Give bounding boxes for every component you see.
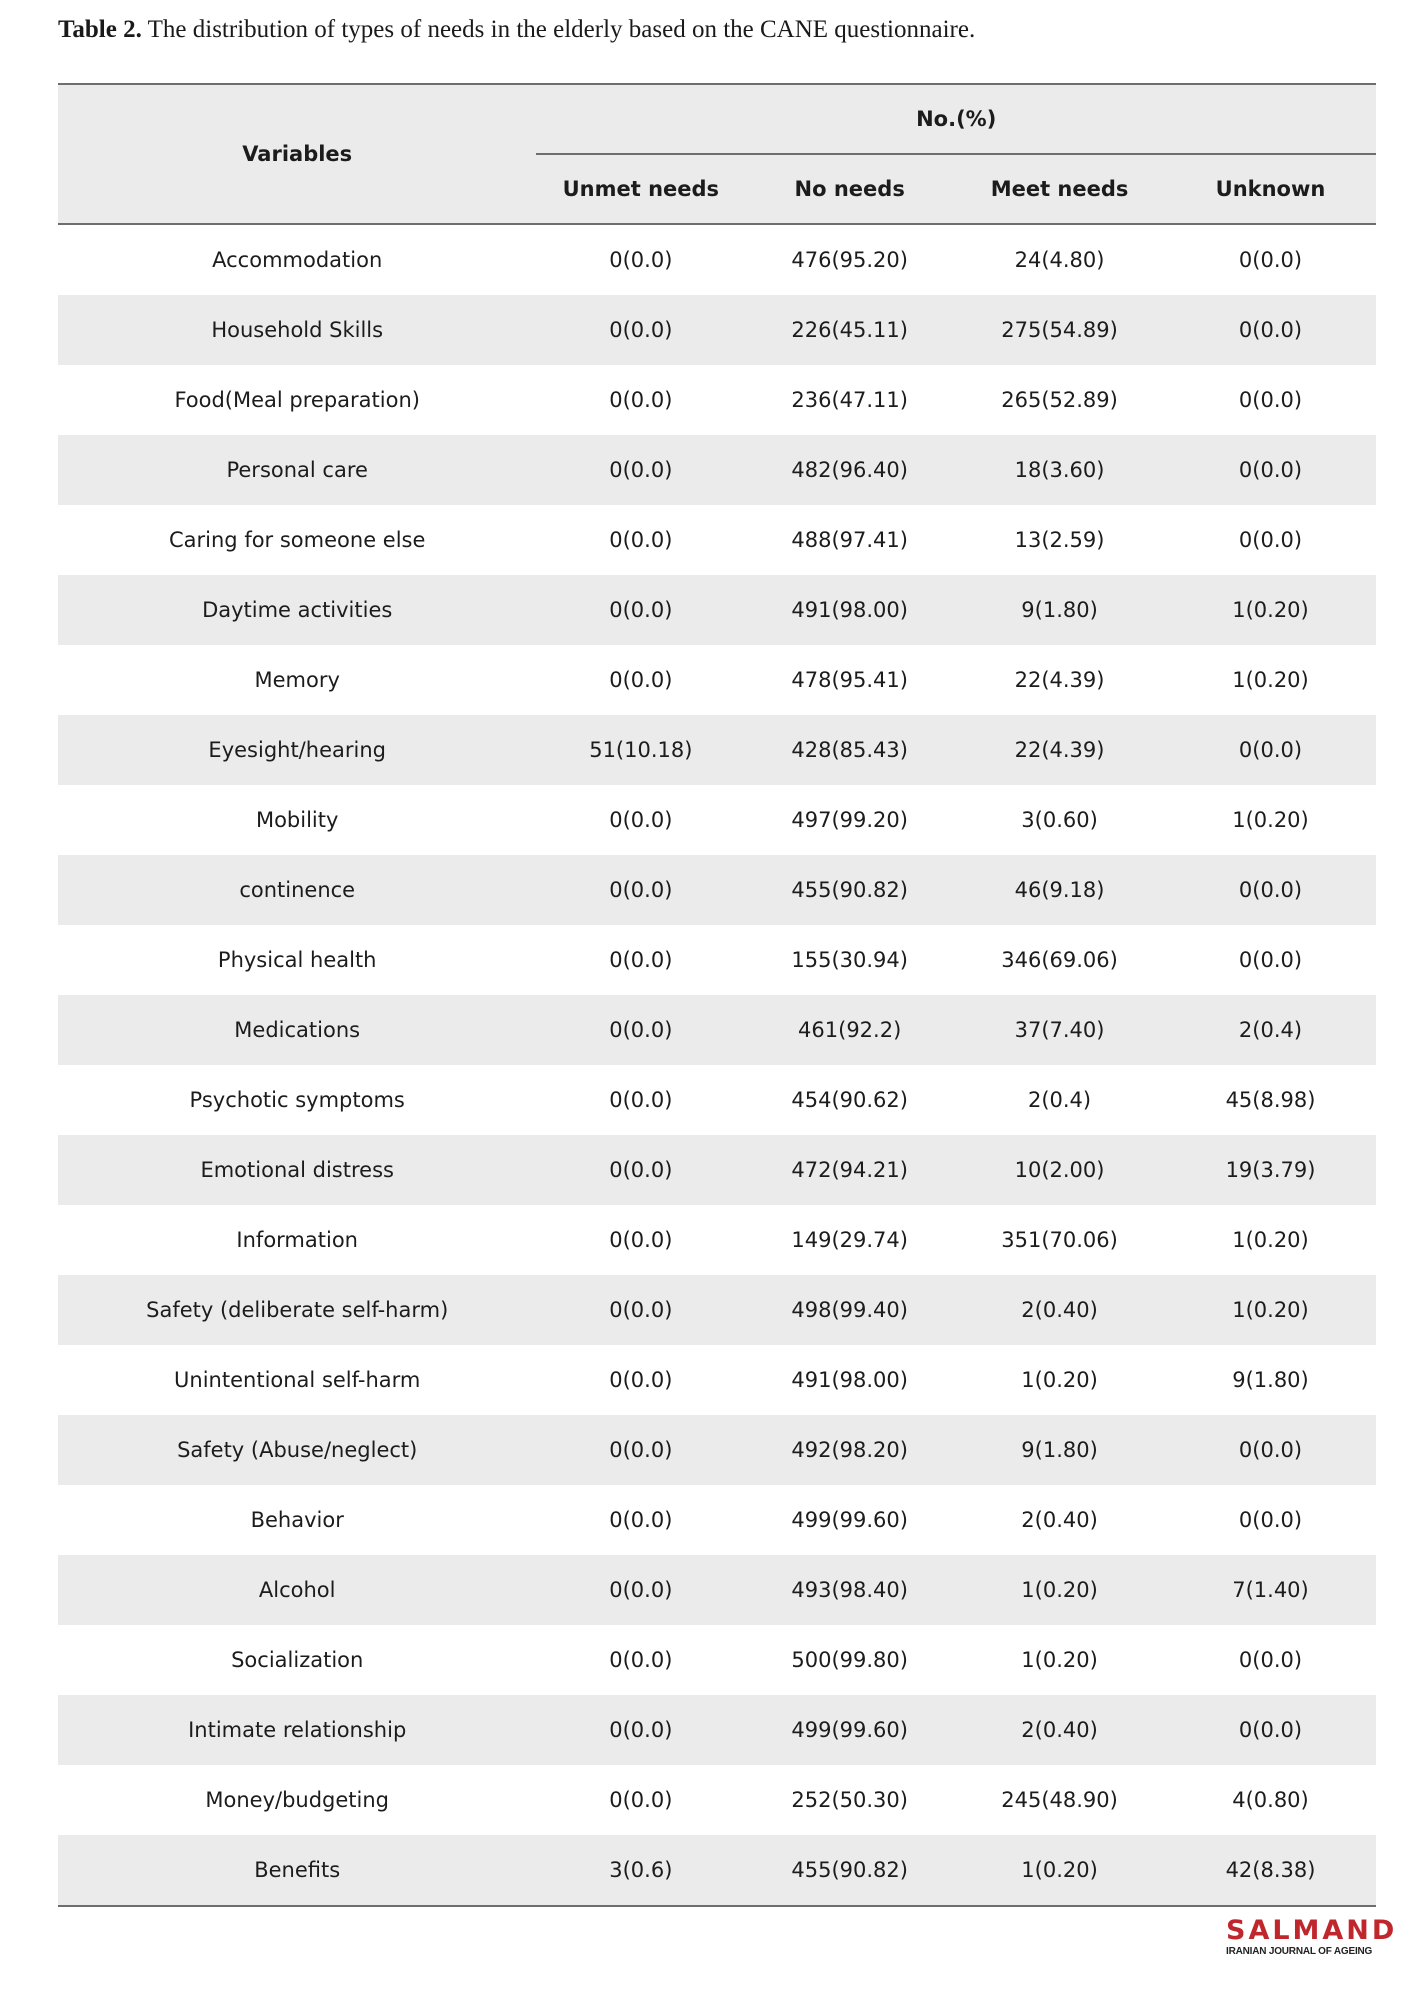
header-no-needs: No needs [745, 154, 954, 224]
cell-unmet-needs: 0(0.0) [609, 528, 673, 552]
cell-unknown: 42(8.38) [1165, 1835, 1376, 1906]
cell-unknown: 0(0.0) [1238, 528, 1303, 552]
cell-unknown: 1(0.20) [1232, 808, 1309, 832]
cell-meet-needs: 2(0.40) [1021, 1508, 1098, 1532]
cell-meet-needs: 13(2.59) [1014, 528, 1105, 552]
cell-meet-needs: 346(69.06) [1001, 948, 1118, 972]
table-row [58, 855, 1376, 925]
table-row [58, 645, 1376, 715]
cell-unknown: 0(0.0) [1238, 1508, 1303, 1532]
header-meet-needs: Meet needs [954, 154, 1165, 224]
cell-variable: Personal care [58, 435, 536, 505]
cell-unknown: 9(1.80) [1232, 1368, 1309, 1392]
table-row [58, 224, 1376, 295]
table-row [58, 925, 1376, 995]
table-row [58, 1835, 1376, 1906]
logo-name: SALMAND [1226, 1915, 1398, 1946]
cell-variable: Alcohol [58, 1555, 536, 1625]
cell-no-needs: 498(99.40) [745, 1275, 954, 1345]
cell-unmet-needs: 0(0.0) [609, 668, 673, 692]
cell-unknown: 2(0.4) [1165, 995, 1376, 1065]
cell-variable: Intimate relationship [58, 1695, 536, 1765]
cell-no-needs: 472(94.21) [745, 1135, 954, 1205]
cell-variable: Eyesight/hearing [58, 715, 536, 785]
cell-unknown: 0(0.0) [1165, 855, 1376, 925]
cell-unknown: 19(3.79) [1165, 1135, 1376, 1205]
table-row [58, 1135, 1376, 1205]
cell-unknown: 45(8.98) [1225, 1088, 1316, 1112]
table-row [58, 1765, 1376, 1835]
cell-unmet-needs: 3(0.6) [536, 1835, 745, 1906]
cell-unknown: 0(0.0) [1238, 1648, 1303, 1672]
cell-no-needs: 155(30.94) [791, 948, 908, 972]
cell-unmet-needs: 0(0.0) [609, 248, 673, 272]
cell-no-needs: 492(98.20) [745, 1415, 954, 1485]
cell-no-needs: 500(99.80) [791, 1648, 908, 1672]
table-row [58, 1415, 1376, 1485]
table-row [58, 1555, 1376, 1625]
cell-meet-needs: 2(0.40) [954, 1695, 1165, 1765]
cell-no-needs: 482(96.40) [745, 435, 954, 505]
table-row [58, 995, 1376, 1065]
table-row [58, 1695, 1376, 1765]
logo-subtitle: IRANIAN JOURNAL OF AGEING [1226, 1946, 1373, 1957]
cell-unmet-needs: 0(0.0) [536, 575, 745, 645]
table-row [58, 1625, 1376, 1695]
cell-no-needs: 226(45.11) [745, 295, 954, 365]
table-caption-label: Table 2. [58, 16, 142, 43]
table-row [58, 365, 1376, 435]
cell-meet-needs: 1(0.20) [1021, 1648, 1098, 1672]
cell-unknown: 1(0.20) [1165, 575, 1376, 645]
cell-meet-needs: 2(0.40) [954, 1275, 1165, 1345]
cell-variable: Caring for someone else [169, 528, 426, 552]
table-row [58, 785, 1376, 855]
cell-variable: Socialization [231, 1648, 364, 1672]
cell-meet-needs: 1(0.20) [954, 1555, 1165, 1625]
cell-no-needs: 491(98.00) [791, 1368, 908, 1392]
cell-meet-needs: 46(9.18) [954, 855, 1165, 925]
cell-unknown: 0(0.0) [1165, 1695, 1376, 1765]
cell-variable: Safety (Abuse/neglect) [58, 1415, 536, 1485]
cell-unknown: 7(1.40) [1165, 1555, 1376, 1625]
cell-meet-needs: 37(7.40) [954, 995, 1165, 1065]
table-row [58, 1275, 1376, 1345]
cell-meet-needs: 1(0.20) [1021, 1368, 1098, 1392]
cell-unknown: 1(0.20) [1232, 1228, 1309, 1252]
cell-variable: Benefits [58, 1835, 536, 1906]
cell-unmet-needs: 0(0.0) [536, 995, 745, 1065]
table-row [58, 295, 1376, 365]
table-row [58, 1065, 1376, 1135]
cell-unmet-needs: 0(0.0) [609, 1648, 673, 1672]
header-unknown: Unknown [1165, 154, 1376, 224]
cell-no-needs: 491(98.00) [745, 575, 954, 645]
cell-no-needs: 476(95.20) [791, 248, 908, 272]
cell-meet-needs: 22(4.39) [1014, 668, 1105, 692]
cell-variable: Safety (deliberate self-harm) [58, 1275, 536, 1345]
cell-unmet-needs: 0(0.0) [609, 808, 673, 832]
table-caption-text: The distribution of types of needs in the elderly based on the CANE questionnaire. [141, 16, 976, 43]
table-row [58, 435, 1376, 505]
cell-meet-needs: 3(0.60) [1021, 808, 1098, 832]
cell-no-needs: 499(99.60) [791, 1508, 908, 1532]
table-row [58, 1485, 1376, 1555]
cell-no-needs: 454(90.62) [791, 1088, 908, 1112]
cell-no-needs: 236(47.11) [791, 388, 908, 412]
cell-unmet-needs: 0(0.0) [536, 1135, 745, 1205]
table-row [58, 575, 1376, 645]
cell-unmet-needs: 0(0.0) [609, 1088, 673, 1112]
cell-unknown: 0(0.0) [1165, 435, 1376, 505]
cell-meet-needs: 22(4.39) [954, 715, 1165, 785]
cell-no-needs: 428(85.43) [745, 715, 954, 785]
cell-unmet-needs: 0(0.0) [609, 1788, 673, 1812]
cell-no-needs: 478(95.41) [791, 668, 908, 692]
cell-meet-needs: 24(4.80) [1014, 248, 1105, 272]
cell-no-needs: 499(99.60) [745, 1695, 954, 1765]
cell-no-needs: 149(29.74) [791, 1228, 908, 1252]
cell-no-needs: 497(99.20) [791, 808, 908, 832]
cell-variable: Accommodation [212, 248, 383, 272]
cell-meet-needs: 9(1.80) [954, 1415, 1165, 1485]
cell-unmet-needs: 0(0.0) [536, 1415, 745, 1485]
cell-unknown: 1(0.20) [1232, 668, 1309, 692]
cell-unmet-needs: 0(0.0) [536, 1275, 745, 1345]
cell-no-needs: 455(90.82) [745, 1835, 954, 1906]
cell-meet-needs: 18(3.60) [954, 435, 1165, 505]
cell-variable: continence [58, 855, 536, 925]
cell-meet-needs: 2(0.4) [1027, 1088, 1092, 1112]
table-row [58, 505, 1376, 575]
table-body [58, 224, 1376, 1906]
cell-variable: Food(Meal preparation) [174, 388, 420, 412]
cell-variable: Household Skills [58, 295, 536, 365]
cell-meet-needs: 265(52.89) [1001, 388, 1118, 412]
cell-unmet-needs: 0(0.0) [609, 948, 673, 972]
cell-no-needs: 461(92.2) [745, 995, 954, 1065]
cell-meet-needs: 1(0.20) [954, 1835, 1165, 1906]
cell-unmet-needs: 0(0.0) [609, 388, 673, 412]
cell-unknown: 0(0.0) [1165, 1415, 1376, 1485]
table-header [58, 84, 1376, 224]
cell-no-needs: 488(97.41) [791, 528, 908, 552]
cell-variable: Information [236, 1228, 358, 1252]
header-variables: Variables [58, 84, 536, 224]
cell-variable: Behavior [250, 1508, 344, 1532]
cell-unknown: 4(0.80) [1232, 1788, 1309, 1812]
needs-distribution-table [58, 83, 1376, 1907]
cell-meet-needs: 10(2.00) [954, 1135, 1165, 1205]
cell-unknown: 1(0.20) [1165, 1275, 1376, 1345]
cell-variable: Emotional distress [58, 1135, 536, 1205]
cell-meet-needs: 275(54.89) [954, 295, 1165, 365]
cell-unmet-needs: 0(0.0) [536, 855, 745, 925]
cell-no-needs: 252(50.30) [791, 1788, 908, 1812]
cell-unknown: 0(0.0) [1165, 295, 1376, 365]
cell-variable: Daytime activities [58, 575, 536, 645]
cell-meet-needs: 245(48.90) [1001, 1788, 1118, 1812]
cell-variable: Mobility [255, 808, 339, 832]
cell-unmet-needs: 0(0.0) [536, 295, 745, 365]
cell-unmet-needs: 0(0.0) [609, 1508, 673, 1532]
table-row [58, 1205, 1376, 1275]
cell-unknown: 0(0.0) [1238, 388, 1303, 412]
cell-variable: Psychotic symptoms [189, 1088, 405, 1112]
cell-variable: Medications [58, 995, 536, 1065]
cell-unmet-needs: 0(0.0) [536, 1695, 745, 1765]
salmand-logo [1226, 1915, 1398, 1958]
header-group-no-percent: No.(%) [536, 84, 1376, 154]
cell-meet-needs: 9(1.80) [954, 575, 1165, 645]
cell-unknown: 0(0.0) [1165, 715, 1376, 785]
table-row [58, 715, 1376, 785]
header-unmet-needs: Unmet needs [536, 154, 745, 224]
cell-unmet-needs: 0(0.0) [536, 1555, 745, 1625]
cell-variable: Unintentional self-harm [174, 1368, 421, 1392]
cell-unmet-needs: 0(0.0) [609, 1228, 673, 1252]
cell-unmet-needs: 0(0.0) [536, 435, 745, 505]
cell-variable: Memory [254, 668, 340, 692]
cell-no-needs: 455(90.82) [745, 855, 954, 925]
cell-unknown: 0(0.0) [1238, 948, 1303, 972]
cell-unmet-needs: 0(0.0) [609, 1368, 673, 1392]
cell-meet-needs: 351(70.06) [1001, 1228, 1118, 1252]
table-row [58, 1345, 1376, 1415]
cell-unknown: 0(0.0) [1238, 248, 1303, 272]
table-caption [58, 16, 1378, 44]
cell-variable: Money/budgeting [205, 1788, 390, 1812]
cell-variable: Physical health [217, 948, 377, 972]
cell-unmet-needs: 51(10.18) [536, 715, 745, 785]
cell-no-needs: 493(98.40) [745, 1555, 954, 1625]
